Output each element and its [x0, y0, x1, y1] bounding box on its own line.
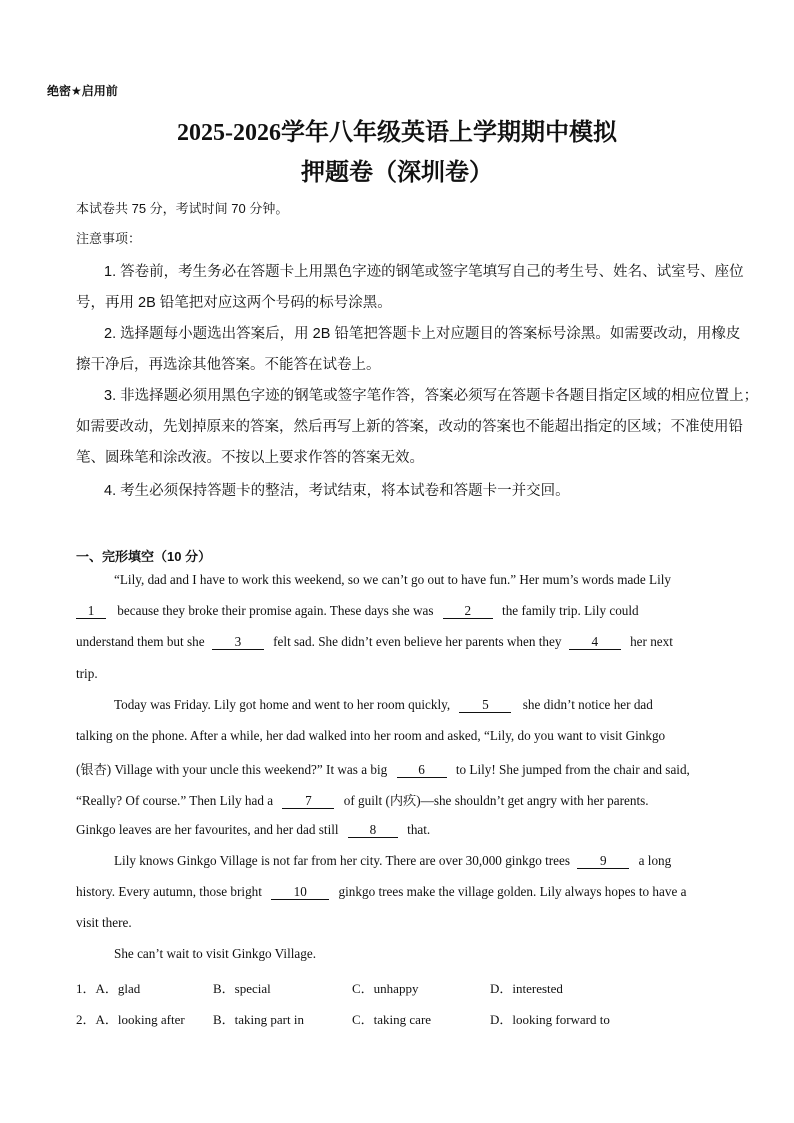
exam-title-line2: 押题卷（深圳卷）: [301, 160, 493, 186]
question-1-option-a[interactable]: 1．A．glad: [76, 981, 141, 996]
question-2-option-b[interactable]: B．taking part in: [213, 1012, 304, 1027]
passage-text: the family trip. Lily could: [502, 603, 639, 618]
passage-line: [76, 822, 430, 838]
note-1-line2: 号，再用 2B 铅笔把对应这两个号码的标号涂黑。: [76, 295, 392, 311]
passage-line: [76, 790, 649, 809]
passage-line: [114, 853, 671, 869]
question-2-option-d[interactable]: D．looking forward to: [490, 1012, 610, 1027]
passage-text: she didn’t notice her dad: [522, 697, 653, 712]
exam-info: 本试卷共 75 分，考试时间 70 分钟。: [76, 201, 289, 216]
blank-5[interactable]: 5: [459, 698, 511, 713]
passage-line: “Lily, dad and I have to work this weekend, so we can’t go out to have fun.” Her mum’s words made Lily: [114, 572, 672, 587]
passage-text: because they broke their promise again. These days she was: [117, 603, 434, 618]
passage-text: Ginkgo leaves are her favourites, and her dad still: [76, 822, 339, 837]
blank-4[interactable]: 4: [569, 635, 621, 650]
passage-line: She can’t wait to visit Ginkgo Village.: [114, 946, 317, 961]
note-2-line2: 擦干净后，再选涂其他答案。不能答在试卷上。: [76, 357, 381, 373]
note-3-line1: 3. 非选择题必须用黑色字迹的钢笔或签字笔作答，答案必须写在答题卡各题目指定区域的相应位置上；: [104, 388, 759, 404]
passage-text: “Really? Of course.” Then Lily had a: [76, 793, 274, 808]
notes-heading: 注意事项：: [76, 231, 142, 246]
passage-line: visit there.: [76, 915, 132, 930]
passage-line: [76, 759, 690, 778]
passage-line: [76, 884, 686, 900]
question-1-option-b[interactable]: B．special: [213, 981, 271, 996]
exam-title-line1: 2025-2026学年八年级英语上学期期中模拟: [177, 120, 617, 146]
note-2-line1: 2. 选择题每小题选出答案后，用 2B 铅笔把答题卡上对应题目的答案标号涂黑。如需要改动，用橡皮: [104, 326, 741, 342]
passage-text: felt sad. She didn’t even believe her parents when they: [273, 634, 562, 649]
passage-text: that.: [407, 822, 431, 837]
blank-2[interactable]: 2: [443, 604, 493, 619]
passage-line: [114, 697, 653, 713]
blank-9[interactable]: 9: [577, 854, 629, 869]
blank-1[interactable]: 1: [76, 604, 106, 619]
passage-line: [76, 603, 639, 619]
passage-text: to Lily! She jumped from the chair and said,: [455, 762, 690, 777]
question-2-option-c[interactable]: C．taking care: [352, 1012, 432, 1027]
passage-text: a long: [638, 853, 672, 868]
question-1-option-d[interactable]: D．interested: [490, 981, 563, 996]
question-2-option-a[interactable]: 2．A．looking after: [76, 1012, 185, 1027]
question-1-option-c[interactable]: C．unhappy: [352, 981, 419, 996]
confidential-label: 绝密★启用前: [47, 84, 118, 98]
blank-6[interactable]: 6: [397, 763, 447, 778]
note-3-line3: 笔、圆珠笔和涂改液。不按以上要求作答的答案无效。: [76, 450, 424, 466]
note-4-line1: 4. 考生必须保持答题卡的整洁，考试结束，将本试卷和答题卡一并交回。: [104, 483, 570, 499]
passage-text: (银杏) Village with your uncle this weekend?” It was a big: [76, 762, 388, 777]
passage-text: ginkgo trees make the village golden. Lily always hopes to have a: [338, 884, 687, 899]
passage-text: her next: [630, 634, 673, 649]
section-heading-cloze: 一、完形填空（10 分）: [76, 549, 212, 564]
blank-8[interactable]: 8: [348, 823, 398, 838]
passage-line: talking on the phone. After a while, her dad walked into her room and asked, “Lily, do you want to visit Ginkgo: [76, 728, 666, 743]
note-1-line1: 1. 答卷前，考生务必在答题卡上用黑色字迹的钢笔或签字笔填写自己的考生号、姓名、试室号、座位: [104, 264, 744, 280]
passage-text: of guilt (内疚)—she shouldn’t get angry with her parents.: [343, 793, 649, 808]
blank-7[interactable]: 7: [282, 794, 334, 809]
passage-text: history. Every autumn, those bright: [76, 884, 262, 899]
passage-text: understand them but she: [76, 634, 205, 649]
passage-line: [76, 634, 673, 650]
passage-line: trip.: [76, 666, 98, 681]
blank-10[interactable]: 10: [271, 885, 329, 900]
note-3-line2: 如需要改动，先划掉原来的答案，然后再写上新的答案，改动的答案也不能超出指定的区域；不准使用铅: [76, 419, 743, 435]
passage-text: Today was Friday. Lily got home and went to her room quickly,: [114, 697, 451, 712]
blank-3[interactable]: 3: [212, 635, 264, 650]
passage-text: Lily knows Ginkgo Village is not far from her city. There are over 30,000 ginkgo trees: [114, 853, 571, 868]
